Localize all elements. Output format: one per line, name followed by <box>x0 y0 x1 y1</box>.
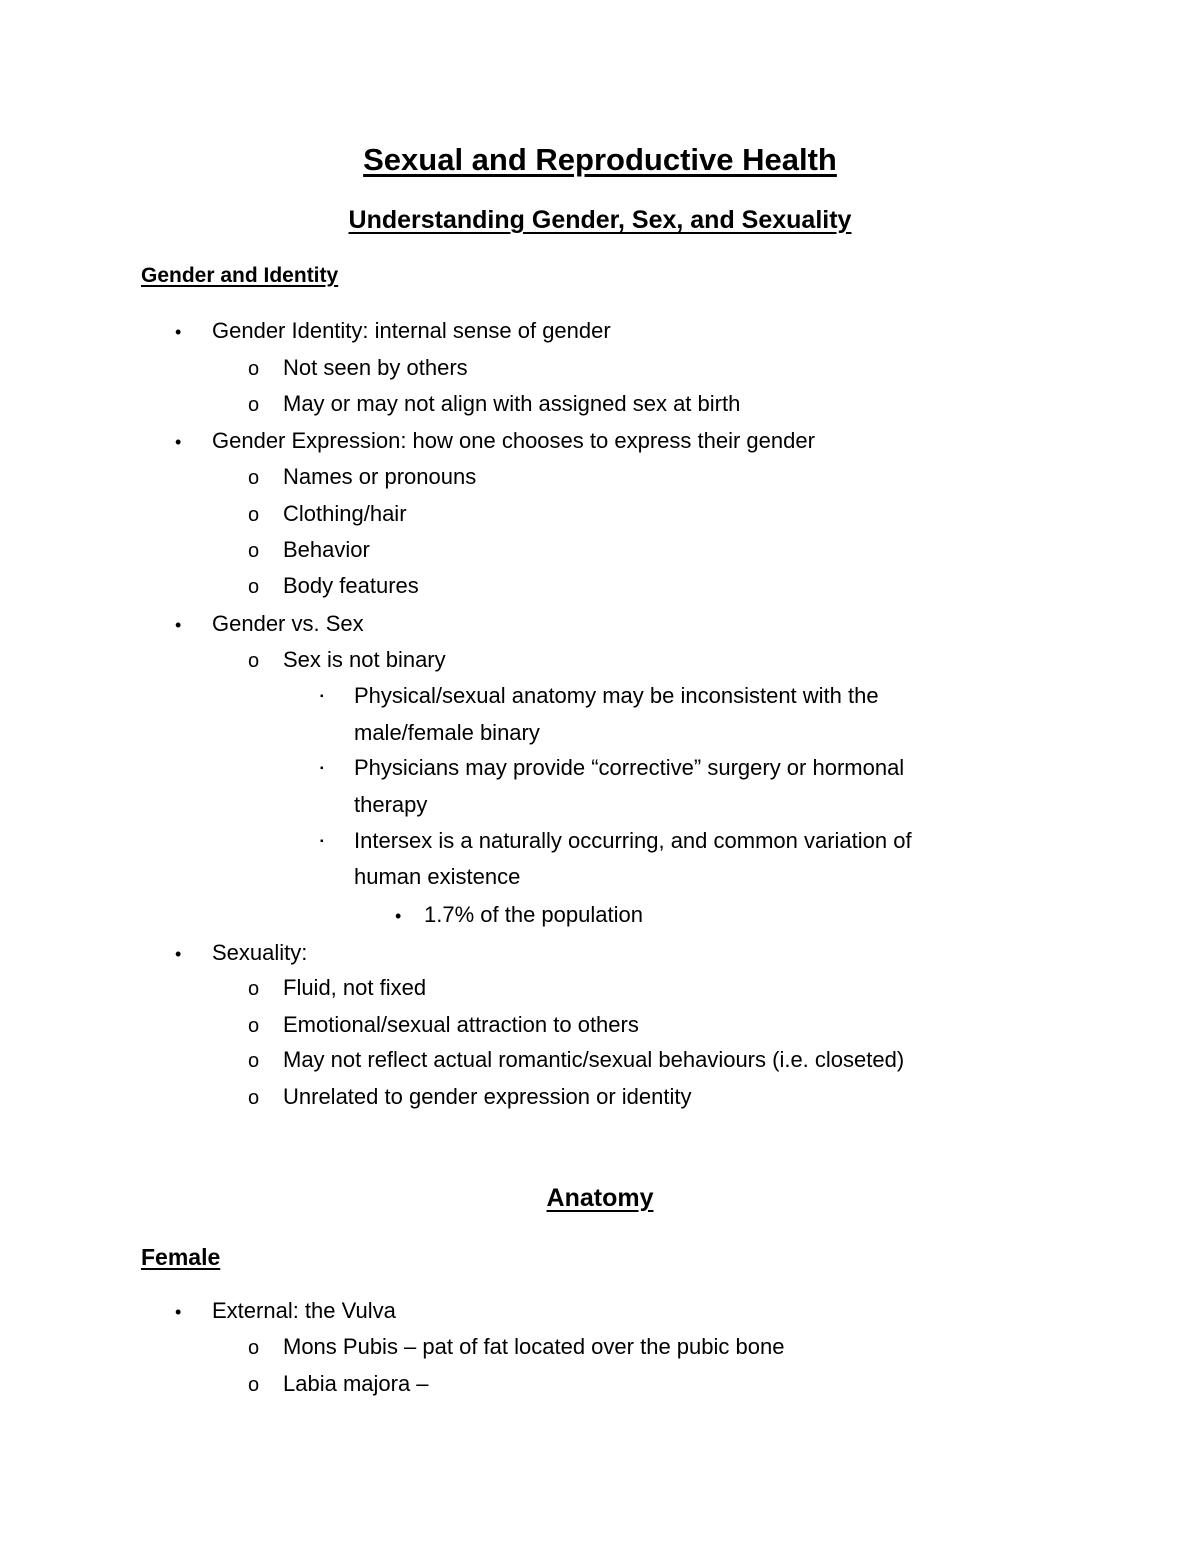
bullet-icon: • <box>395 906 402 926</box>
circle-bullet-icon: o <box>248 394 260 416</box>
list-item: Unrelated to gender expression or identity <box>283 1084 692 1109</box>
list-item: Fluid, not fixed <box>283 975 427 1000</box>
circle-bullet-icon: o <box>248 504 260 526</box>
list-item: Not seen by others <box>283 355 468 380</box>
anatomy-title: Anatomy <box>546 1184 654 1212</box>
list-item-continuation: male/female binary <box>354 720 540 745</box>
bullet-icon: • <box>175 615 182 635</box>
list-item: 1.7% of the population <box>424 902 643 927</box>
circle-bullet-icon: o <box>248 1374 260 1396</box>
list-item-continuation: therapy <box>354 792 428 817</box>
list-item: May or may not align with assigned sex at birth <box>283 391 741 416</box>
square-bullet-icon: ▪ <box>320 836 324 847</box>
section-heading-gender-identity: Gender and Identity <box>141 264 339 287</box>
circle-bullet-icon: o <box>248 576 260 598</box>
circle-bullet-icon: o <box>248 467 260 489</box>
list-item: Clothing/hair <box>283 501 407 526</box>
bullet-icon: • <box>175 944 182 964</box>
list-item: Physicians may provide “corrective” surgery or hormonal <box>354 755 905 780</box>
list-item: Emotional/sexual attraction to others <box>283 1012 639 1037</box>
bullet-icon: • <box>175 322 182 342</box>
list-item: Names or pronouns <box>283 464 477 489</box>
circle-bullet-icon: o <box>248 1015 260 1037</box>
list-item: Labia majora – <box>283 1371 429 1396</box>
list-item: Gender Identity: internal sense of gender <box>212 318 611 343</box>
bullet-icon: • <box>175 1302 182 1322</box>
document-title: Sexual and Reproductive Health <box>363 142 837 177</box>
list-item: Mons Pubis – pat of fat located over the pubic bone <box>283 1334 785 1359</box>
list-item: Gender vs. Sex <box>212 611 364 636</box>
list-item: Gender Expression: how one chooses to express their gender <box>212 428 815 453</box>
circle-bullet-icon: o <box>248 540 260 562</box>
list-item: Behavior <box>283 537 370 562</box>
list-item: Physical/sexual anatomy may be inconsistent with the <box>354 683 879 708</box>
square-bullet-icon: ▪ <box>320 691 324 702</box>
list-item: Body features <box>283 573 419 598</box>
circle-bullet-icon: o <box>248 1337 260 1359</box>
list-item: External: the Vulva <box>212 1298 396 1323</box>
document-subtitle: Understanding Gender, Sex, and Sexuality <box>348 206 852 234</box>
section-heading-female: Female <box>141 1244 221 1270</box>
list-item: Sexuality: <box>212 940 308 965</box>
bullet-icon: • <box>175 432 182 452</box>
list-item: Sex is not binary <box>283 647 446 672</box>
list-item: May not reflect actual romantic/sexual behaviours (i.e. closeted) <box>283 1047 905 1072</box>
circle-bullet-icon: o <box>248 1087 260 1109</box>
circle-bullet-icon: o <box>248 978 260 1000</box>
circle-bullet-icon: o <box>248 358 260 380</box>
circle-bullet-icon: o <box>248 1050 260 1072</box>
list-item-continuation: human existence <box>354 864 521 889</box>
square-bullet-icon: ▪ <box>320 763 324 774</box>
list-item: Intersex is a naturally occurring, and common variation of <box>354 828 912 853</box>
circle-bullet-icon: o <box>248 650 260 672</box>
